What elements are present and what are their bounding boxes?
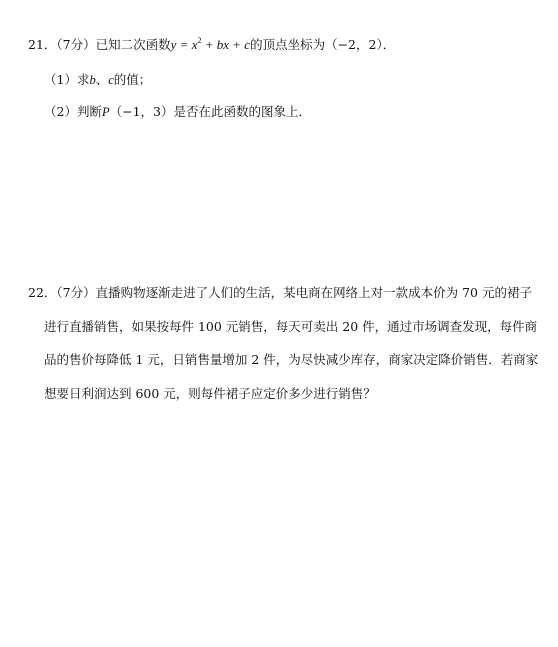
q21-formula: $y = x^2$ + bx + c — [170, 36, 251, 52]
q22-line-4: 想要日利润达到 600 元，则每件裙子应定价多少进行销售？ — [44, 386, 376, 401]
q21-var-b: b — [89, 73, 96, 87]
q22-line-3: 品的售价每降低 1 元，日销售量增加 2 件，为尽快减少库存，商家决定降价销售．若商家 — [44, 352, 539, 367]
q21-stem — [28, 33, 395, 53]
q21-lead: 已知二次函数 — [95, 37, 171, 52]
q21-number: 21． — [28, 37, 57, 52]
q21-point-p: P — [101, 105, 110, 119]
q22-number: 22． — [28, 285, 57, 300]
q21-tail: 的顶点坐标为（−2，2）． — [250, 37, 396, 52]
q22-line-1: 22．（7分）直播购物逐渐走进了人们的生活，某电商在网络上对一款成本价为 70 元的裙子 — [28, 285, 532, 300]
q21-points: （7分） — [56, 37, 96, 52]
q22-points: （7分） — [56, 285, 96, 300]
q21-sub1: （1）求b、c的值； — [44, 72, 152, 87]
q22-line-2: 进行直播销售，如果按每件 100 元销售，每天可卖出 20 件，通过市场调查发现，每件商 — [44, 319, 538, 334]
q21-var-c: c — [108, 73, 114, 87]
q21-sub2: （2）判断P（−1，3）是否在此函数的图象上． — [44, 104, 311, 119]
